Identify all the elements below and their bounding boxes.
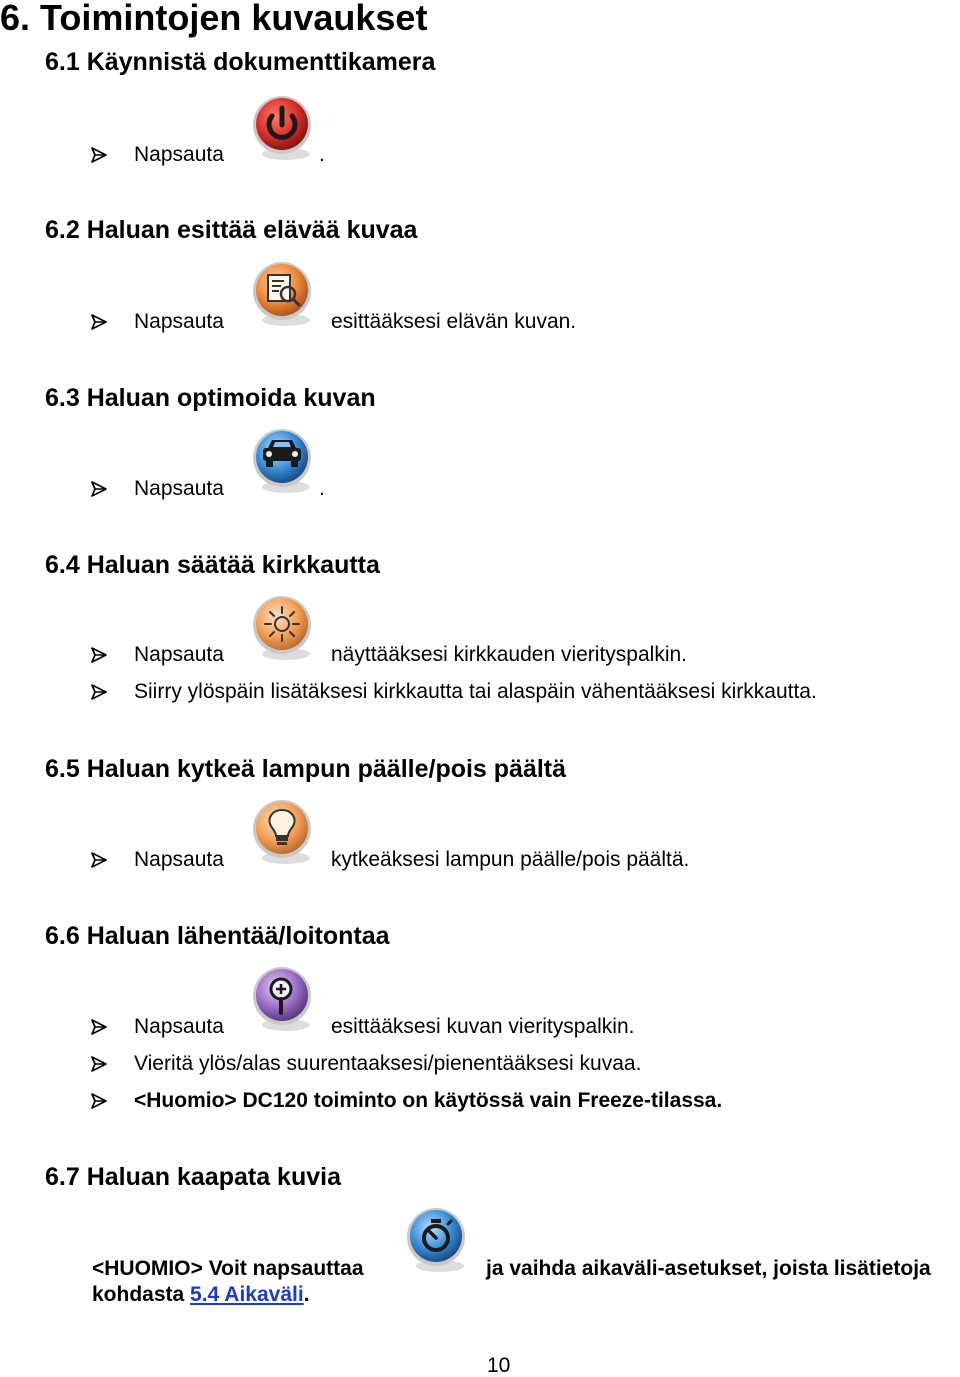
- item-text-note: <Huomio> DC120 toiminto on käytössä vain Freeze-tilassa.: [134, 1089, 723, 1112]
- heading-6-4: 6.4 Haluan säätää kirkkautta: [45, 551, 380, 579]
- zoom-icon[interactable]: [248, 963, 320, 1035]
- car-icon[interactable]: [248, 425, 320, 497]
- item-text-after: .: [319, 143, 325, 166]
- item-text-after: esittääksesi kuvan vierityspalkin.: [331, 1015, 635, 1038]
- item-text-before: Napsauta: [134, 477, 224, 500]
- bullet-arrow-icon: [90, 646, 108, 664]
- heading-6-3: 6.3 Haluan optimoida kuvan: [45, 384, 376, 412]
- item-text-before: Napsauta: [134, 848, 224, 871]
- item-text: Vieritä ylös/alas suurentaaksesi/pienentääksesi kuvaa.: [134, 1052, 642, 1075]
- item-text-before: Napsauta: [134, 643, 224, 666]
- bullet-arrow-icon: [90, 313, 108, 331]
- sun-brightness-icon[interactable]: [248, 592, 320, 664]
- note-line1-after: ja vaihda aikaväli-asetukset, joista lisätietoja: [486, 1257, 931, 1280]
- heading-6-6: 6.6 Haluan lähentää/loitontaa: [45, 922, 390, 950]
- item-text-before: Napsauta: [134, 1015, 224, 1038]
- heading-6-7: 6.7 Haluan kaapata kuvia: [45, 1163, 341, 1191]
- heading-6-5: 6.5 Haluan kytkeä lampun päälle/pois päältä: [45, 755, 567, 783]
- bullet-arrow-icon: [90, 683, 108, 701]
- item-text-after: näyttääksesi kirkkauden vierityspalkin.: [331, 643, 687, 666]
- item-text-after: kytkeäksesi lampun päälle/pois päältä.: [331, 848, 690, 871]
- bullet-arrow-icon: [90, 1055, 108, 1073]
- item-text: Siirry ylöspäin lisätäksesi kirkkautta tai alaspäin vähentääksesi kirkkautta.: [134, 680, 817, 703]
- item-text-after: esittääksesi elävän kuvan.: [331, 310, 577, 333]
- note-line2: [92, 1284, 310, 1305]
- bullet-arrow-icon: [90, 146, 108, 164]
- item-text-before: Napsauta: [134, 143, 224, 166]
- bullet-arrow-icon: [90, 851, 108, 869]
- note-line1-before: <HUOMIO> Voit napsauttaa: [92, 1257, 364, 1280]
- link-5-4-aikavali[interactable]: 5.4 Aikaväli: [190, 1283, 304, 1306]
- bullet-arrow-icon: [90, 1092, 108, 1110]
- page-title: 6. Toimintojen kuvaukset: [0, 0, 428, 38]
- heading-6-1: 6.1 Käynnistä dokumenttikamera: [45, 48, 436, 76]
- live-image-icon[interactable]: [248, 258, 320, 330]
- page-number: 10: [487, 1354, 511, 1377]
- power-icon[interactable]: [248, 92, 320, 164]
- lamp-bulb-icon[interactable]: [248, 796, 320, 868]
- note-line2-after: .: [303, 1283, 310, 1306]
- note-line2-before: kohdasta: [92, 1283, 185, 1306]
- timer-icon[interactable]: [402, 1204, 474, 1276]
- item-text-before: Napsauta: [134, 310, 224, 333]
- bullet-arrow-icon: [90, 480, 108, 498]
- heading-6-2: 6.2 Haluan esittää elävää kuvaa: [45, 216, 418, 244]
- bullet-arrow-icon: [90, 1018, 108, 1036]
- item-text-after: .: [319, 477, 325, 500]
